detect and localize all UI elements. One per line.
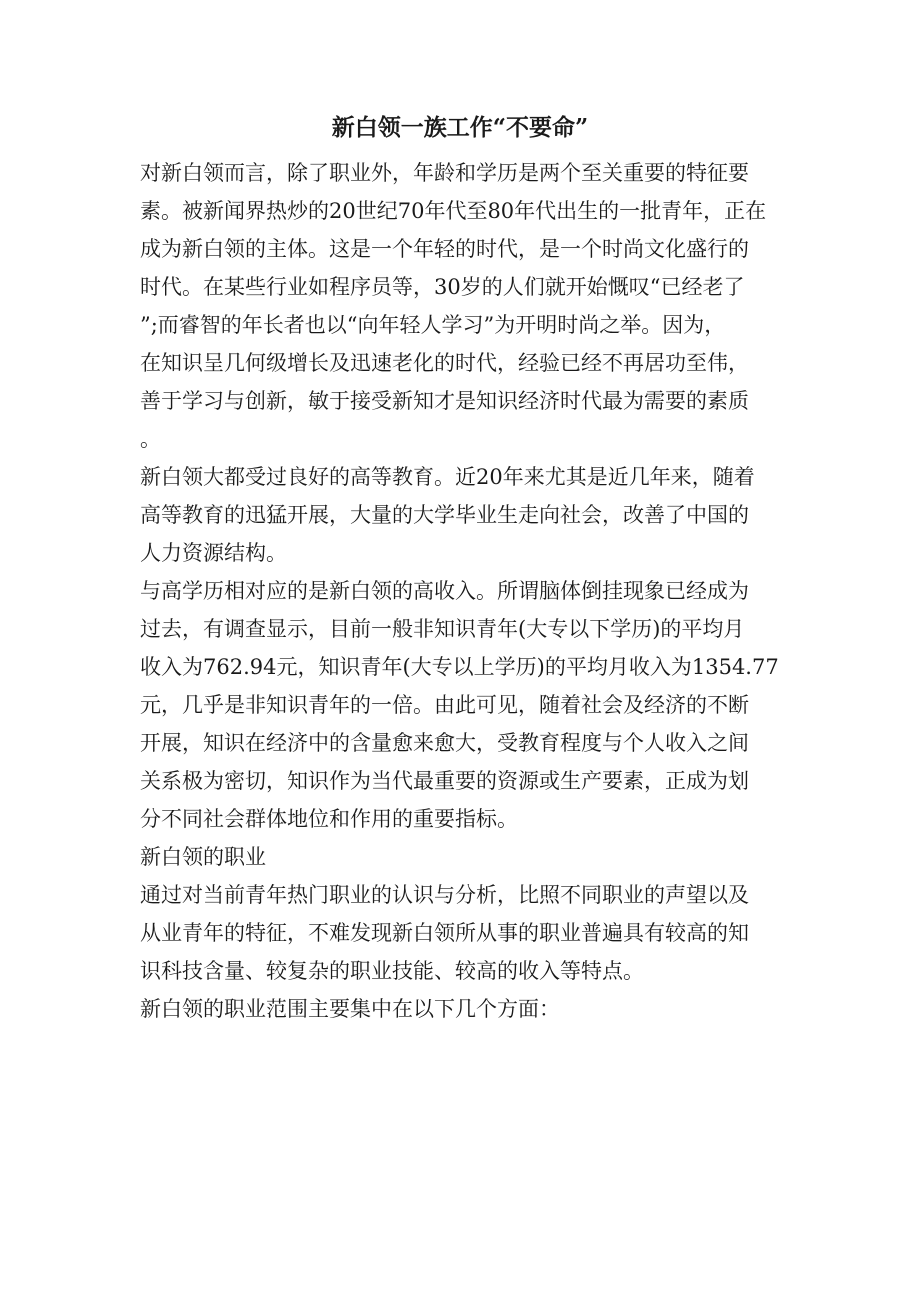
paragraph-age-education bbox=[140, 154, 780, 458]
text-line: 时代。在某些行业如程序员等，30岁的人们就开始慨叹“已经老了 bbox=[140, 275, 745, 299]
text-line: 开展，知识在经济中的含量愈来愈大，受教育程度与个人收入之间 bbox=[140, 731, 749, 755]
text-line: 在知识呈几何级增长及迅速老化的时代，经验已经不再居功至伟， bbox=[140, 351, 749, 375]
document-body bbox=[140, 154, 780, 1028]
text-line: 分不同社会群体地位和作用的重要指标。 bbox=[140, 807, 518, 831]
text-line: 人力资源结构。 bbox=[140, 541, 287, 565]
section-heading-occupation bbox=[140, 838, 780, 876]
text-line: 识科技含量、较复杂的职业技能、较高的收入等特点。 bbox=[140, 959, 644, 983]
text-line: 善于学习与创新，敏于接受新知才是知识经济时代最为需要的素质 bbox=[140, 389, 749, 413]
text-line: 高等教育的迅猛开展，大量的大学毕业生走向社会，改善了中国的 bbox=[140, 503, 749, 527]
text-line: 收入为762.94元，知识青年(大专以上学历)的平均月收入为1354.77 bbox=[140, 655, 779, 679]
text-line: 过去，有调查显示，目前一般非知识青年(大专以下学历)的平均月 bbox=[140, 617, 745, 641]
paragraph-income bbox=[140, 572, 780, 838]
text-line: 从业青年的特征，不难发现新白领所从事的职业普遍具有较高的知 bbox=[140, 921, 749, 945]
paragraph-occupation-features bbox=[140, 876, 780, 990]
text-line: 关系极为密切，知识作为当代最重要的资源或生产要素，正成为划 bbox=[140, 769, 749, 793]
text-line: 新白领的职业 bbox=[140, 845, 266, 869]
text-line: 成为新白领的主体。这是一个年轻的时代，是一个时尚文化盛行的 bbox=[140, 237, 749, 261]
text-line: 新白领的职业范围主要集中在以下几个方面： bbox=[140, 997, 560, 1021]
text-line: 。 bbox=[140, 427, 161, 451]
text-line: 对新白领而言，除了职业外，年龄和学历是两个至关重要的特征要 bbox=[140, 161, 749, 185]
text-line: 与高学历相对应的是新白领的高收入。所谓脑体倒挂现象已经成为 bbox=[140, 579, 749, 603]
text-line: 新白领大都受过良好的高等教育。近20年来尤其是近几年来，随着 bbox=[140, 465, 755, 489]
text-line: 元，几乎是非知识青年的一倍。由此可见，随着社会及经济的不断 bbox=[140, 693, 749, 717]
text-line: 素。被新闻界热炒的20世纪70年代至80年代出生的一批青年，正在 bbox=[140, 199, 767, 223]
paragraph-occupation-scope bbox=[140, 990, 780, 1028]
text-line: 通过对当前青年热门职业的认识与分析，比照不同职业的声望以及 bbox=[140, 883, 749, 907]
paragraph-higher-education bbox=[140, 458, 780, 572]
document-title: 新白领一族工作“不要命” bbox=[331, 114, 589, 141]
text-line: ”;而睿智的年长者也以“向年轻人学习”为开明时尚之举。因为， bbox=[140, 313, 726, 337]
